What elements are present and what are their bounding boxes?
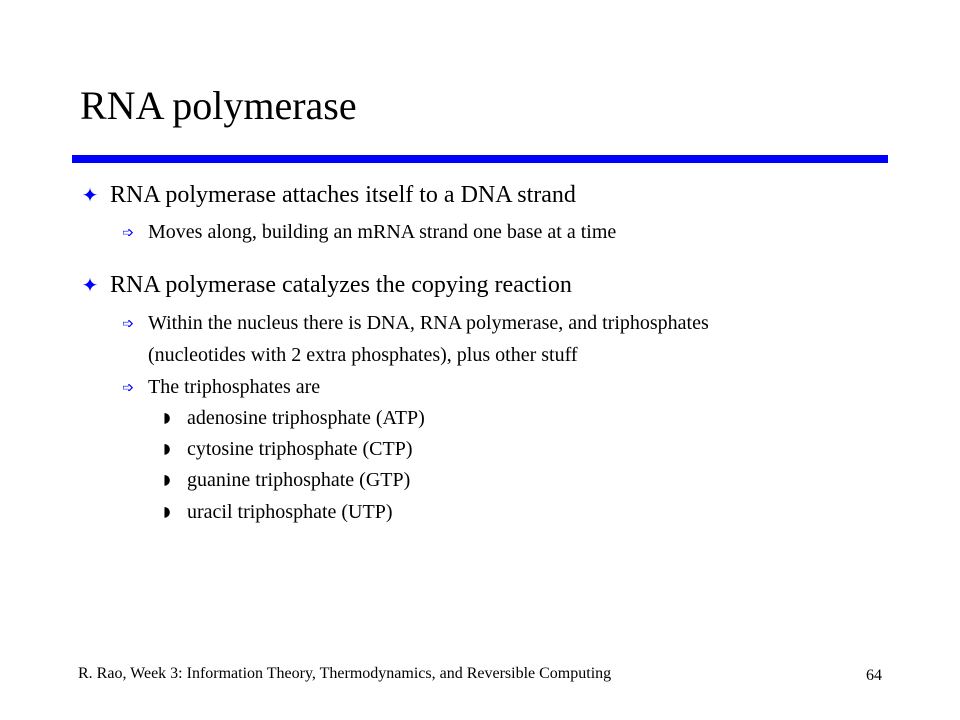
bullet-item bbox=[81, 271, 572, 299]
sub-sub-bullet-item bbox=[163, 403, 425, 433]
sub-sub-bullet-text: guanine triphosphate (GTP) bbox=[187, 469, 411, 491]
slide-title: RNA polymerase bbox=[80, 83, 357, 128]
sub-bullet-item bbox=[122, 217, 617, 247]
bullet-item bbox=[81, 181, 576, 209]
slide-footer: R. Rao, Week 3: Information Theory, Thermodynamics, and Reversible Computing bbox=[78, 665, 612, 682]
sub-bullet-text: (nucleotides with 2 extra phosphates), plus other stuff bbox=[148, 344, 578, 366]
sub-bullet-text: Moves along, building an mRNA strand one base at a time bbox=[148, 221, 617, 243]
bullet-text: RNA polymerase attaches itself to a DNA strand bbox=[110, 182, 576, 208]
arrow-right-icon: ➩ bbox=[122, 380, 134, 396]
half-circle-bullet-icon: ◗ bbox=[163, 410, 171, 426]
half-circle-bullet-icon: ◗ bbox=[163, 472, 171, 488]
sub-bullet-item bbox=[122, 308, 709, 338]
sub-sub-bullet-item bbox=[163, 497, 393, 527]
sub-sub-bullet-text: cytosine triphosphate (CTP) bbox=[187, 438, 413, 460]
title-underline-rule bbox=[72, 155, 888, 163]
sub-bullet-text: Within the nucleus there is DNA, RNA polymerase, and triphosphates bbox=[148, 312, 709, 334]
four-point-star-icon: ✦ bbox=[81, 183, 99, 207]
sub-sub-bullet-text: adenosine triphosphate (ATP) bbox=[187, 407, 425, 429]
four-point-star-icon: ✦ bbox=[81, 273, 99, 297]
arrow-right-icon: ➩ bbox=[122, 225, 134, 241]
arrow-right-icon: ➩ bbox=[122, 316, 134, 332]
sub-sub-bullet-item bbox=[163, 465, 411, 495]
half-circle-bullet-icon: ◗ bbox=[163, 504, 171, 520]
sub-sub-bullet-item bbox=[163, 434, 413, 464]
page-number: 64 bbox=[866, 667, 882, 684]
sub-bullet-text: The triphosphates are bbox=[148, 376, 321, 398]
bullet-text: RNA polymerase catalyzes the copying reaction bbox=[110, 272, 572, 298]
sub-bullet-continuation bbox=[148, 340, 578, 370]
half-circle-bullet-icon: ◗ bbox=[163, 441, 171, 457]
sub-bullet-item bbox=[122, 372, 321, 402]
sub-sub-bullet-text: uracil triphosphate (UTP) bbox=[187, 501, 393, 523]
